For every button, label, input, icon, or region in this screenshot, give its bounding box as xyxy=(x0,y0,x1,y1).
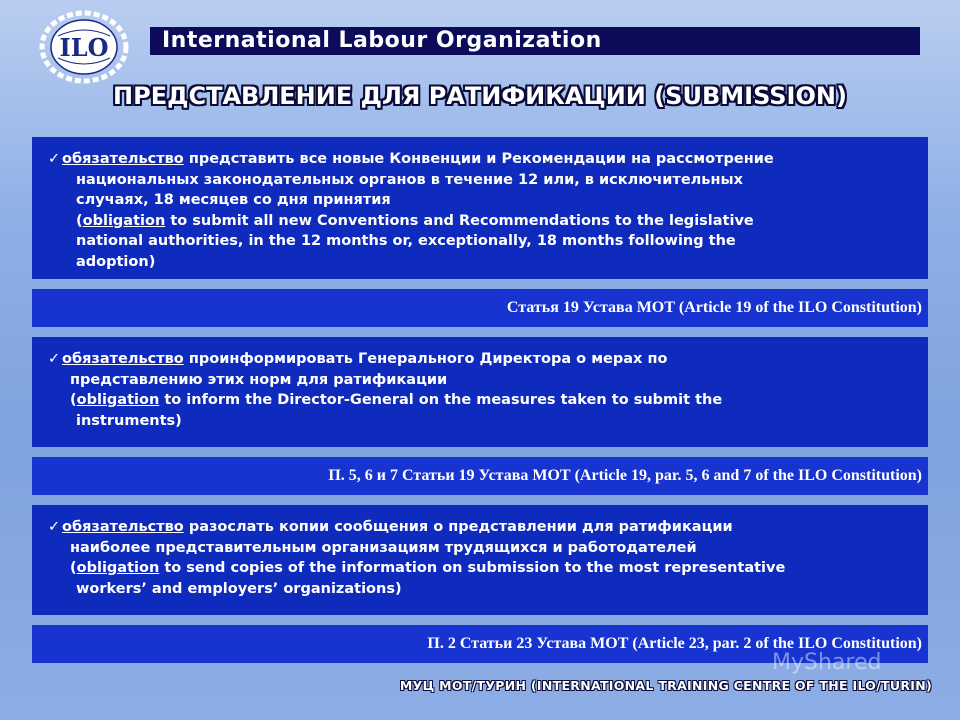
ru-text: представлению этих норм для ратификации xyxy=(70,371,448,388)
keyword-ru: обязательство xyxy=(62,151,184,167)
obligation-block-1 xyxy=(32,137,928,279)
reference-bar-1: Статья 19 Устава МОТ (Article 19 of the ILO Constitution) xyxy=(32,289,928,327)
keyword-ru: обязательство xyxy=(62,519,184,535)
ru-text: наиболее представительным организациям трудящихся и работодателей xyxy=(70,539,697,556)
check-icon: ✓ xyxy=(48,519,61,535)
keyword-ru: обязательство xyxy=(62,351,184,367)
en-text-rest: to send copies of the information on submission to the most representative xyxy=(159,560,786,576)
en-text: instruments) xyxy=(76,412,182,429)
check-icon: ✓ xyxy=(48,151,61,167)
ilo-logo xyxy=(38,10,130,84)
organization-header: International Labour Organization xyxy=(150,27,920,55)
ru-text: проинформировать Генерального Директора о мерах по xyxy=(183,351,668,367)
footer-credit: МУЦ МОТ/ТУРИН (INTERNATIONAL TRAINING CENTRE OF THE ILO/TURIN) xyxy=(399,678,932,693)
logo-text: ILO xyxy=(59,33,109,62)
en-text: workers’ and employers’ organizations) xyxy=(76,580,402,597)
en-text: (obligation to submit all new Conventions and Recommendations to the legislative xyxy=(76,212,754,229)
slide-title: ПРЕДСТАВЛЕНИЕ ДЛЯ РАТИФИКАЦИИ (SUBMISSION) xyxy=(113,82,847,110)
check-icon: ✓ xyxy=(48,351,61,367)
keyword-en: obligation xyxy=(76,392,160,408)
en-text-rest: to submit all new Conventions and Recommendations to the legislative xyxy=(165,212,754,229)
obligation-block-2 xyxy=(32,337,928,447)
obligation-block-3 xyxy=(32,505,928,615)
ru-text: национальных законодательных органов в течение 12 или, в исключительных xyxy=(76,171,743,188)
keyword-en: obligation xyxy=(76,560,160,576)
ru-text: случаях, 18 месяцев со дня принятия xyxy=(76,192,391,208)
reference-bar-2: П. 5, 6 и 7 Статьи 19 Устава МОТ (Article 19, par. 5, 6 and 7 of the ILO Constitution) xyxy=(32,457,928,495)
watermark: MyShared xyxy=(772,650,882,675)
en-text: adoption) xyxy=(76,253,156,270)
en-text: (obligation to send copies of the information on submission to the most representative xyxy=(70,560,786,576)
ru-text: разослать копии сообщения о представлении для ратификации xyxy=(183,519,733,535)
keyword-en: obligation xyxy=(82,212,166,229)
en-text: national authorities, in the 12 months or, exceptionally, 18 months following the xyxy=(76,233,736,249)
ru-text: представить все новые Конвенции и Рекомендации на рассмотрение xyxy=(183,151,774,167)
reference-bar-3: П. 2 Статьи 23 Устава МОТ (Article 23, par. 2 of the ILO Constitution) xyxy=(32,625,928,663)
en-text-rest: to inform the Director-General on the measures taken to submit the xyxy=(159,392,723,408)
en-text: (obligation to inform the Director-General on the measures taken to submit the xyxy=(70,392,723,408)
